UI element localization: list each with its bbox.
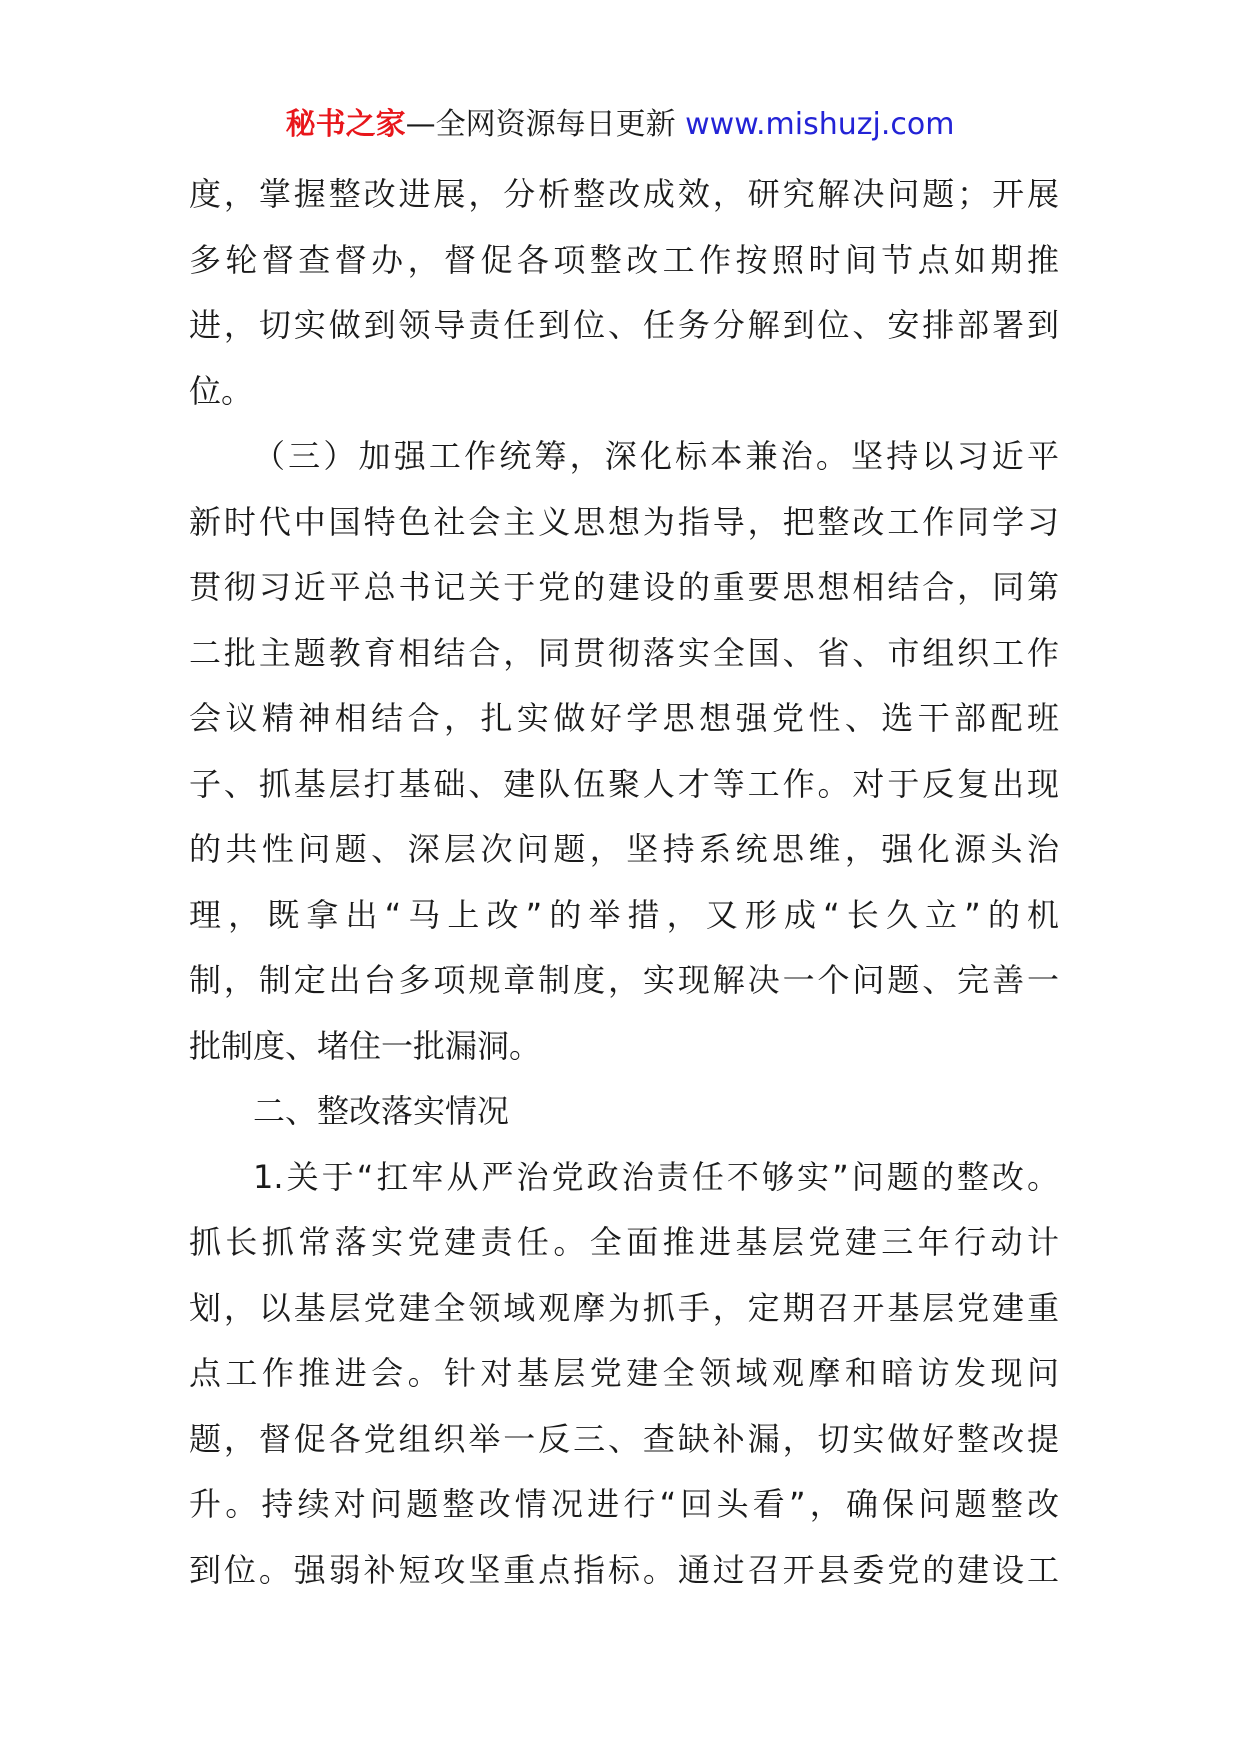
- text-line: 位。: [189, 371, 254, 410]
- text-line: 新时代中国特色社会主义思想为指导，把整改工作同学习: [189, 502, 1059, 541]
- text-line: 二批主题教育相结合，同贯彻落实全国、省、市组织工作: [189, 633, 1059, 672]
- text-line: 制，制定出台多项规章制度，实现解决一个问题、完善一: [189, 961, 1059, 999]
- text-line: 升。持续对问题整改情况进行“回头看”，确保问题整改: [189, 1485, 1059, 1523]
- text-line: 点工作推进会。针对基层党建全领域观摩和暗访发现问: [189, 1354, 1059, 1392]
- text-line: 批制度、堵住一批漏洞。: [189, 1026, 542, 1065]
- document-body: [189, 162, 1059, 1603]
- text-line: 进，切实做到领导责任到位、任务分解到位、安排部署到: [189, 306, 1059, 344]
- text-line: 抓长抓常落实党建责任。全面推进基层党建三年行动计: [189, 1223, 1059, 1261]
- text-line: 子、抓基层打基础、建队伍聚人才等工作。对于反复出现: [189, 764, 1059, 803]
- text-line: 度，掌握整改进展，分析整改成效，研究解决问题；开展: [189, 175, 1059, 213]
- site-url-link[interactable]: www.mishuzj.com: [685, 107, 955, 142]
- brand-name: 秘书之家: [285, 107, 406, 142]
- section-heading: 二、整改落实情况: [253, 1092, 510, 1130]
- text-line: 多轮督查督办，督促各项整改工作按照时间节点如期推: [189, 240, 1059, 279]
- page-header: [0, 103, 1240, 147]
- text-line: 会议精神相结合，扎实做好学思想强党性、选干部配班: [189, 699, 1059, 737]
- text-line: 划，以基层党建全领域观摩为抓手，定期召开基层党建重: [189, 1288, 1059, 1327]
- text-line: 的共性问题、深层次问题，坚持系统思维，强化源头治: [189, 830, 1059, 868]
- text-line: 题，督促各党组织举一反三、查缺补漏，切实做好整改提: [189, 1419, 1059, 1458]
- text-line: 到位。强弱补短攻坚重点指标。通过召开县委党的建设工: [189, 1550, 1059, 1589]
- header-tagline: —全网资源每日更新: [405, 107, 676, 142]
- text-line: 贯彻习近平总书记关于党的建设的重要思想相结合，同第: [189, 568, 1059, 606]
- section-heading-line: （三）加强工作统筹，深化标本兼治。坚持以习近平: [253, 437, 1059, 475]
- text-line: 理，既拿出“马上改”的举措，又形成“长久立”的机: [189, 895, 1059, 934]
- subsection-heading-line: 1.关于“扛牢从严治党政治责任不够实”问题的整改。: [253, 1157, 1059, 1196]
